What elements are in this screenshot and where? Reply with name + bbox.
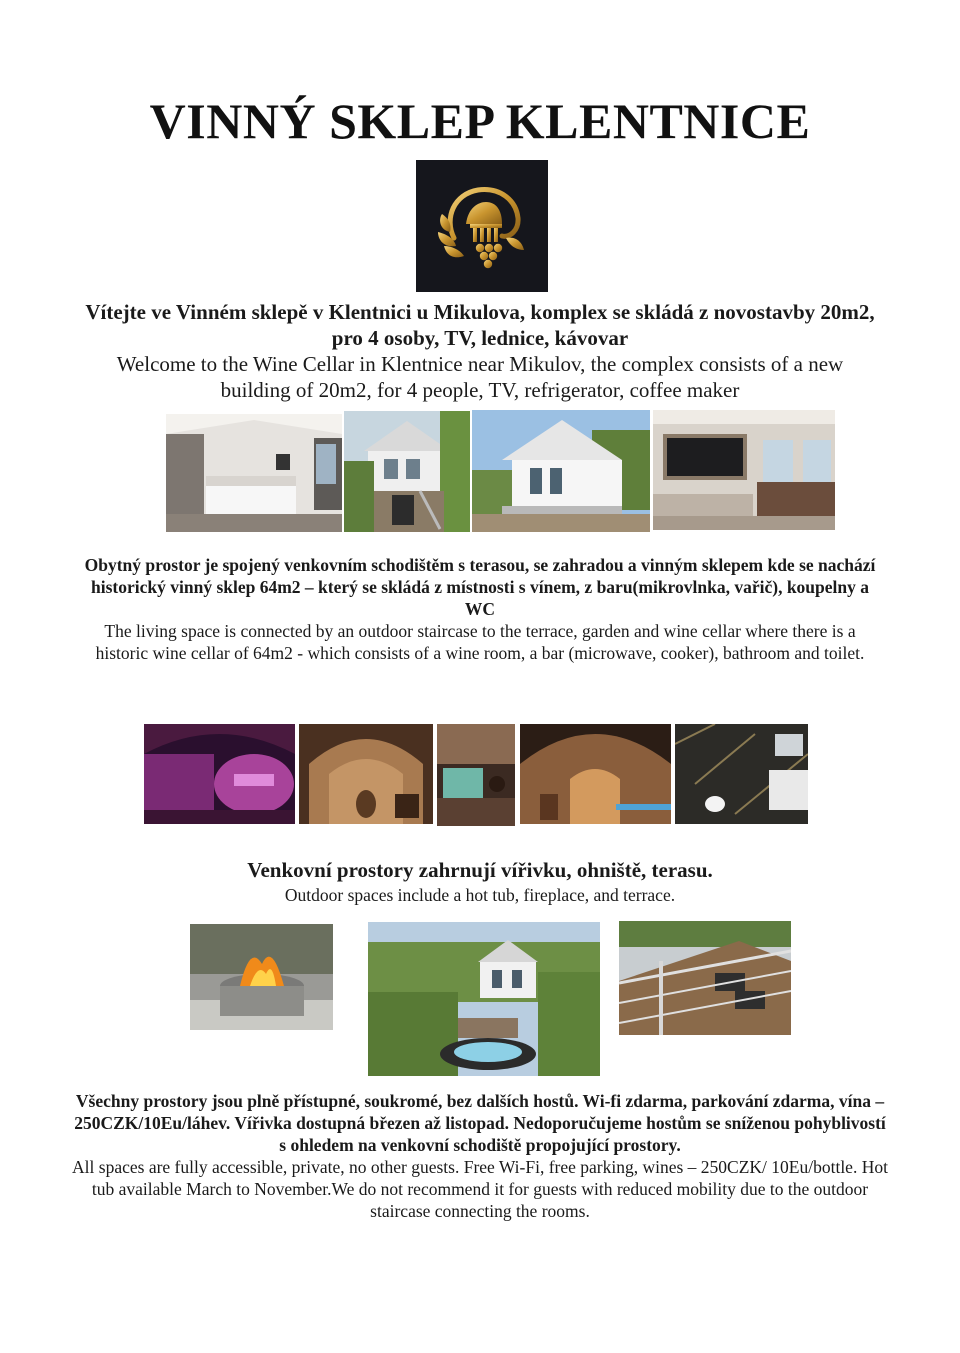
terrace-photo bbox=[619, 921, 791, 1035]
intro-czech-text: Vítejte ve Vinném sklepě v Klentnici u Mikulova, komplex se skládá z novostavby 20m2, pro 4 osoby, TV, lednice, kávovar bbox=[85, 300, 875, 350]
cellar-purple-photo bbox=[144, 724, 295, 824]
cellar-tunnel-photo bbox=[520, 724, 671, 824]
outdoor-english-text: Outdoor spaces include a hot tub, fireplace, and terrace. bbox=[284, 885, 676, 905]
living-czech-text: Obytný prostor je spojený venkovním schodištěm s terasou, se zahradou a vinným sklepem kde se nachází historický vinný sklep 64m2 – který se skládá z místnosti s vínem, z baru(mikrovlnka, vařič), koupelny a WC bbox=[84, 555, 876, 619]
living-section bbox=[80, 554, 880, 664]
grape-crest-icon bbox=[416, 160, 548, 292]
notes-section bbox=[70, 1090, 890, 1222]
bedroom-photo bbox=[166, 414, 342, 532]
cellar-bar-photo bbox=[437, 724, 515, 826]
winery-logo bbox=[416, 160, 548, 292]
garden-hottub-photo bbox=[368, 922, 600, 1076]
outdoor-czech-text: Venkovní prostory zahrnují vířivku, ohniště, terasu. bbox=[247, 858, 713, 882]
living-english-text: The living space is connected by an outdoor staircase to the terrace, garden and wine cellar where there is a historic wine cellar of 64m2 - which consists of a wine room, a bar (microwave, cooker), bathroom and toilet. bbox=[95, 621, 865, 663]
notes-english-text: All spaces are fully accessible, private, no other guests. Free Wi-Fi, free parking, wines – 250CZK/ 10Eu/bottle. Hot tub available March to November.We do not recommend it for guests with reduced mobility due to the outdoor staircase connecting the rooms. bbox=[72, 1157, 888, 1221]
house-staircase-photo bbox=[344, 411, 470, 532]
house-exterior-photo bbox=[472, 410, 650, 532]
living-room-photo bbox=[653, 410, 835, 530]
intro-section bbox=[80, 299, 880, 403]
outdoor-section bbox=[80, 857, 880, 907]
notes-czech-text: Všechny prostory jsou plně přístupné, soukromé, bez dalších hostů. Wi-fi zdarma, parkování zdarma, vína – 250CZK/10Eu/láhev. Vířivka dostupná březen až listopad. Nedoporučujeme hostům se sníženou pohyblivostí s ohledem na venkovní schodiště propojující prostory. bbox=[74, 1091, 886, 1155]
cellar-wine-room-photo bbox=[299, 724, 433, 824]
bathroom-photo bbox=[675, 724, 808, 824]
intro-english-text: Welcome to the Wine Cellar in Klentnice near Mikulov, the complex consists of a new building of 20m2, for 4 people, TV, refrigerator, coffee maker bbox=[116, 352, 844, 402]
fireplace-photo bbox=[190, 924, 333, 1030]
page-title: VINNÝ SKLEP KLENTNICE bbox=[149, 93, 811, 149]
